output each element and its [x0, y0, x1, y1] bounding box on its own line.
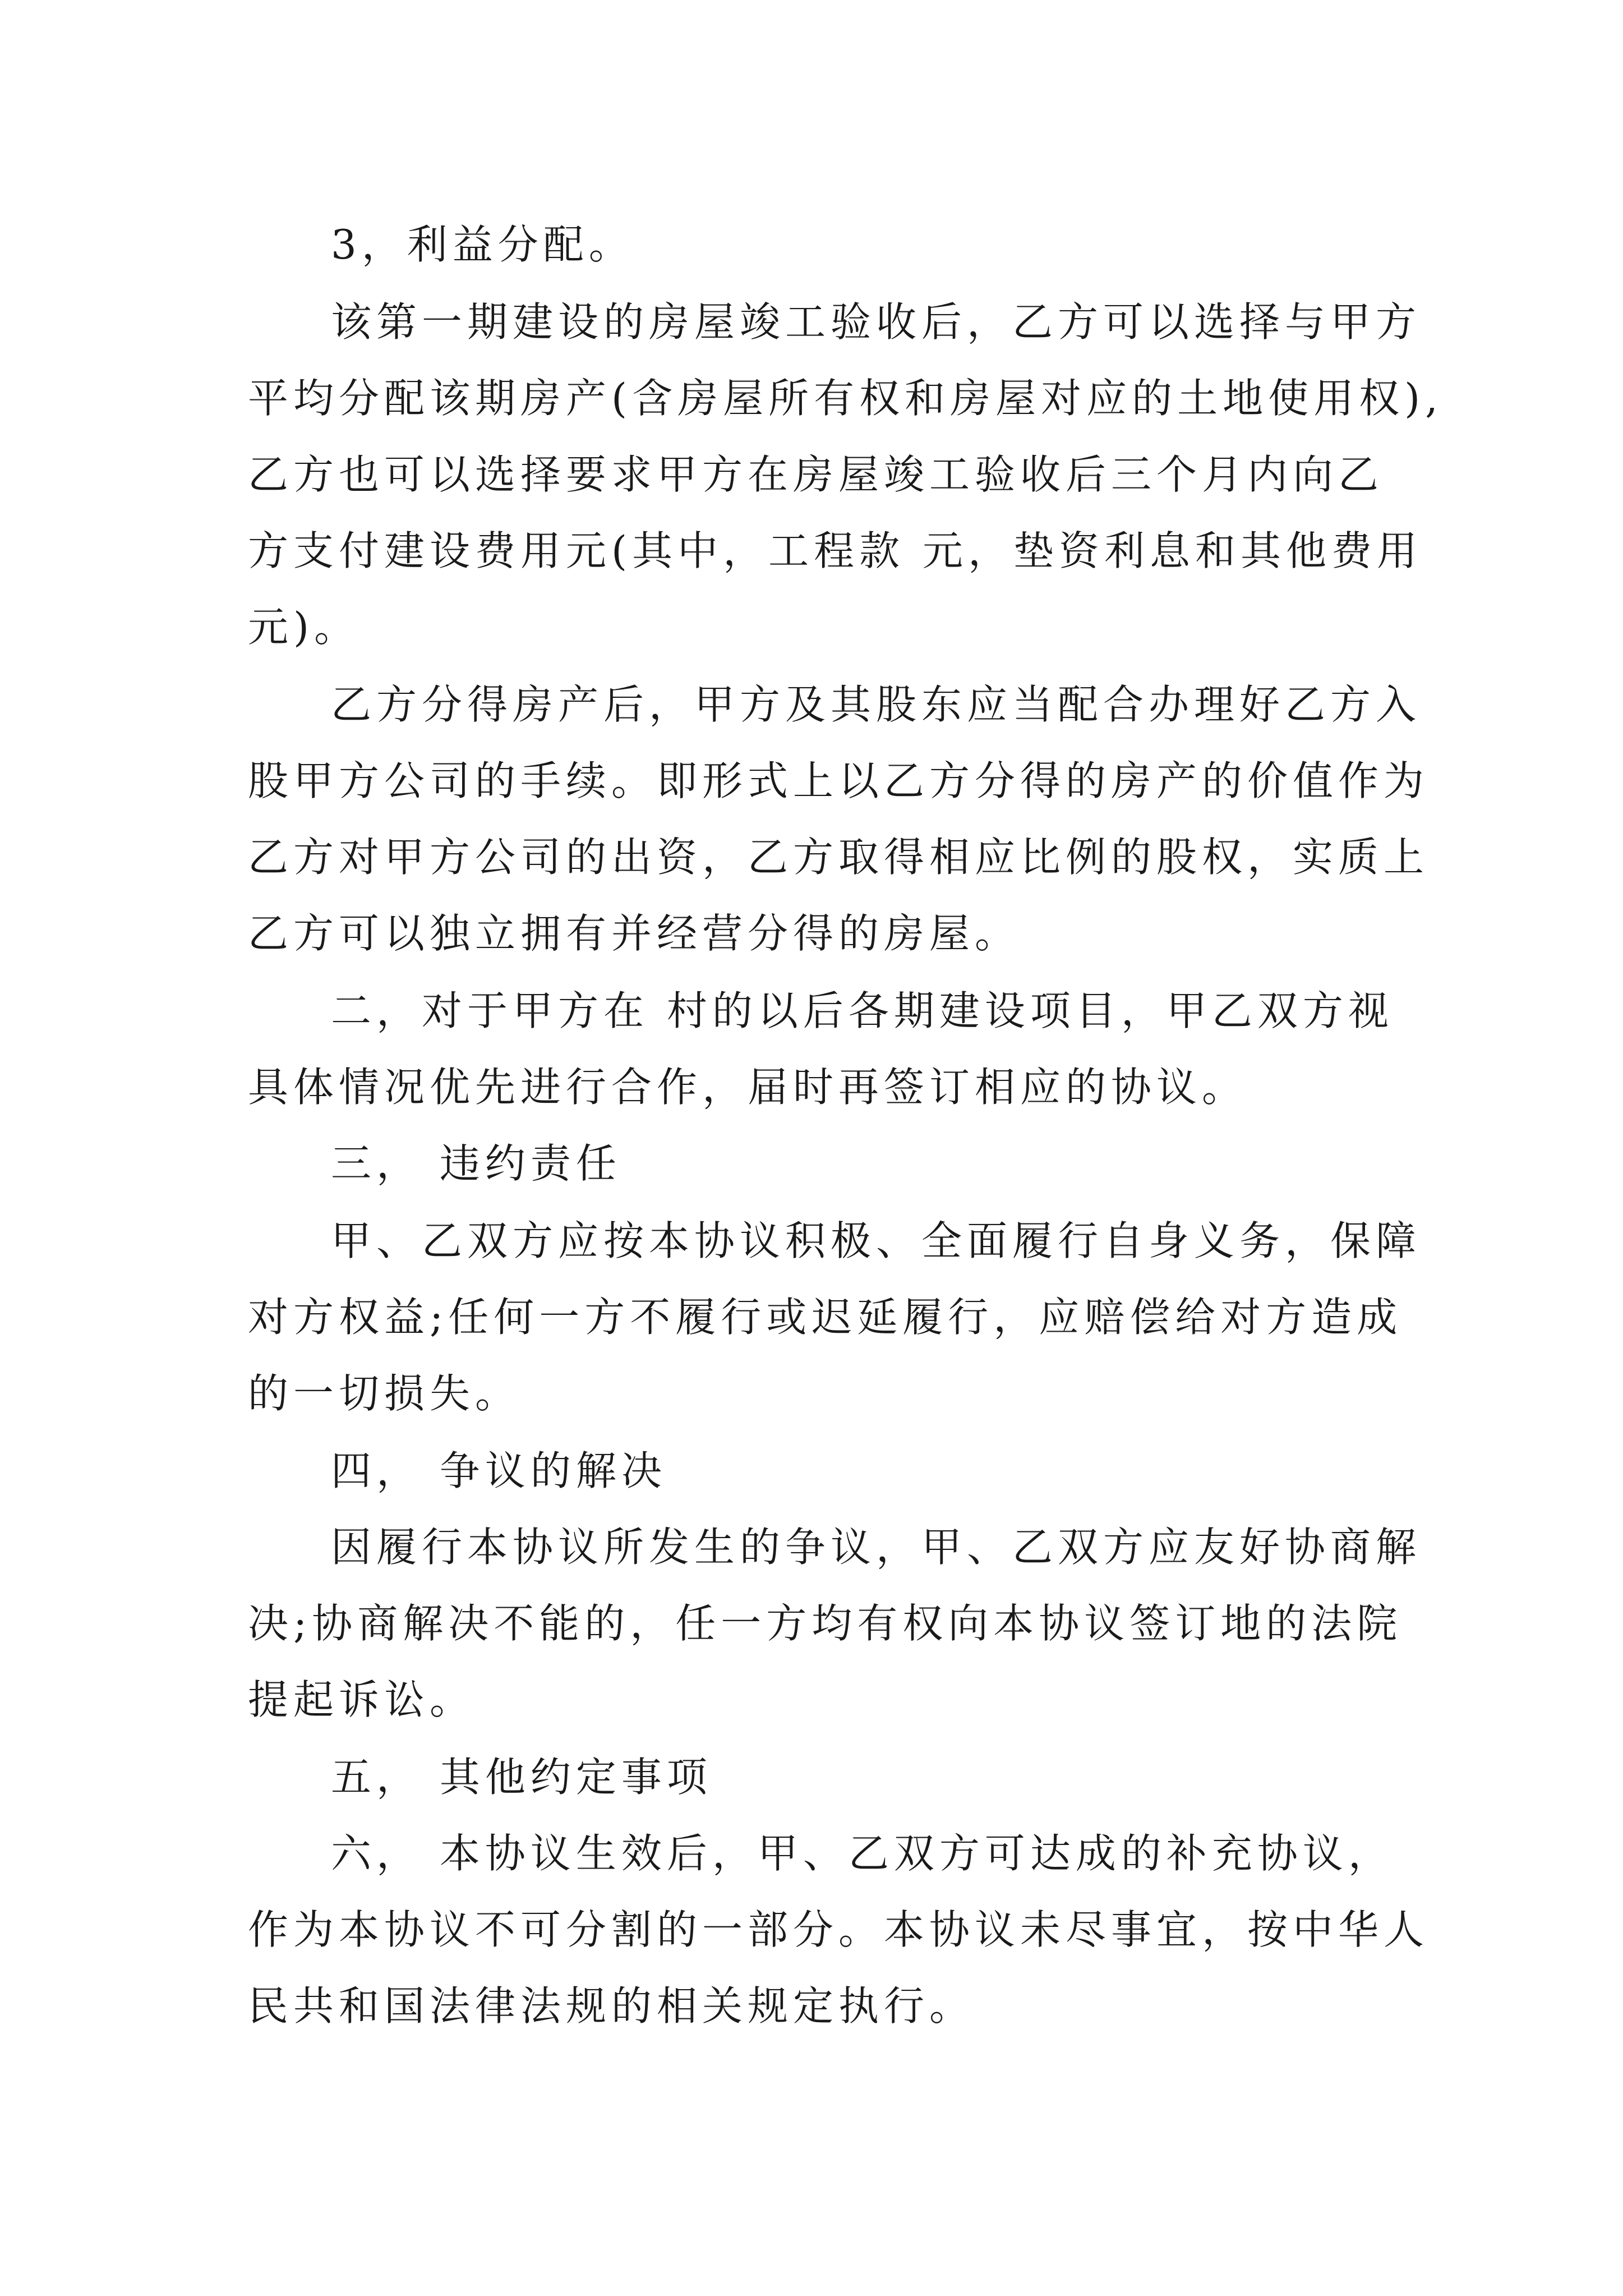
text-line: 乙方可以独立拥有并经营分得的房屋。: [248, 910, 1021, 957]
section-heading: 四， 争议的解决: [331, 1447, 667, 1494]
text-line: 方支付建设费用元(其中，工程款 元，垫资利息和其他费用: [248, 527, 1422, 574]
text-line: 的一切损失。: [248, 1370, 521, 1417]
text-line: 民共和国法律法规的相关规定执行。: [248, 1982, 975, 2030]
text-line: 决;协商解决不能的，任一方均有权向本协议签订地的法院: [248, 1600, 1403, 1647]
text-line: 提起诉讼。: [248, 1676, 476, 1723]
text-line: 该第一期建设的房屋竣工验收后，乙方可以选择与甲方: [331, 298, 1422, 346]
text-line: 具体情况优先进行合作，届时再签订相应的协议。: [248, 1064, 1248, 1111]
text-line: 3，利益分配。: [331, 221, 634, 268]
text-line: 平均分配该期房产(含房屋所有权和房屋对应的土地使用权),: [248, 375, 1444, 422]
text-line: 乙方对甲方公司的出资，乙方取得相应比例的股权，实质上: [248, 834, 1430, 881]
text-line: 股甲方公司的手续。即形式上以乙方分得的房产的价值作为: [248, 757, 1430, 804]
text-line: 因履行本协议所发生的争议，甲、乙双方应友好协商解: [331, 1524, 1422, 1571]
section-heading: 三， 违约责任: [331, 1140, 621, 1187]
text-line: 乙方也可以选择要求甲方在房屋竣工验收后三个月内向乙: [248, 451, 1384, 498]
text-line: 作为本协议不可分割的一部分。本协议未尽事宜，按中华人: [248, 1906, 1430, 1953]
section-heading: 五， 其他约定事项: [331, 1754, 712, 1801]
text-line: 对方权益;任何一方不履行或迟延履行，应赔偿给对方造成: [248, 1294, 1403, 1341]
text-line: 元)。: [248, 604, 360, 651]
text-line: 甲、乙双方应按本协议积极、全面履行自身义务，保障: [331, 1217, 1422, 1264]
text-line: 乙方分得房产后，甲方及其股东应当配合办理好乙方入: [331, 681, 1422, 728]
text-line: 六， 本协议生效后，甲、乙双方可达成的补充协议，: [331, 1830, 1394, 1877]
text-line: 二，对于甲方在 村的以后各期建设项目，甲乙双方视: [331, 987, 1394, 1034]
